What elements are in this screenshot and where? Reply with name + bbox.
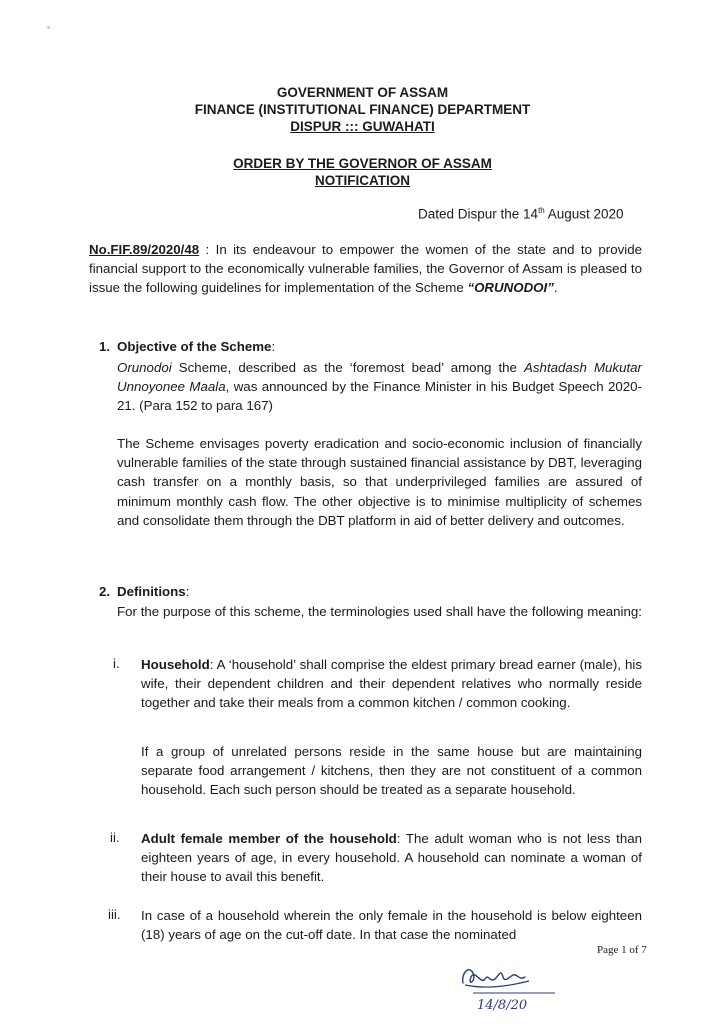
section-1-para-1 — [117, 358, 642, 416]
section-1-colon: : — [271, 339, 276, 354]
item-i-numeral: i. — [113, 656, 120, 671]
notification-title: NOTIFICATION — [315, 173, 410, 188]
signature-date: 14/8/20 — [477, 998, 528, 1013]
date-prefix: Dated Dispur the 14 — [418, 206, 539, 222]
location-heading: DISPUR ::: GUWAHATI — [290, 119, 435, 134]
household-definition: : A ‘household’ shall comprise the eldest primary bread earner (male), his wife, their dependent children and their dependent relatives who normally reside together and take their meals from a common kitchen / common cooking. — [141, 657, 642, 711]
department-heading: FINANCE (INSTITUTIONAL FINANCE) DEPARTMENT — [194, 102, 531, 117]
adult-female-definition: : The adult woman who is not less than eighteen years of age, in every household. A household can nominate a woman of their house to avail this benefit. — [141, 831, 643, 885]
intro-paragraph — [89, 240, 642, 298]
section-1-title: Objective of the Scheme — [117, 339, 272, 354]
date-rest: August 2020 — [544, 206, 624, 222]
date-suffix: th — [538, 206, 545, 215]
date-line — [418, 206, 624, 222]
item-ii-numeral: ii. — [110, 830, 120, 845]
adult-female-term: Adult female member of the household — [141, 831, 397, 846]
item-iii-text: In case of a household wherein the only female in the household is below eighteen (18) years of age on the cut-off date. In that case the nominated — [141, 908, 642, 943]
location-heading-wrap — [0, 118, 725, 135]
section-2-number: 2. — [99, 584, 111, 599]
item-iii-numeral: iii. — [108, 907, 121, 922]
item-ii-text — [141, 829, 642, 887]
section-1-heading — [117, 339, 275, 354]
order-title-wrap — [0, 155, 725, 172]
item-i-extra: If a group of unrelated persons reside in the same house but are maintaining separate food arrangement / kitchens, then they are not constituent of a common household. Each such person should be treated as a separate household. — [141, 744, 642, 798]
intro-end: . — [553, 280, 558, 296]
page-number: Page 1 of 7 — [597, 944, 647, 956]
notification-number: No.FIF.89/2020/48 — [89, 242, 200, 257]
maala-name: Ashtadash Mukutar Unnoyonee Maala — [117, 360, 642, 395]
section-2-intro: For the purpose of this scheme, the terminologies used shall have the following meaning: — [117, 604, 642, 619]
government-heading: GOVERNMENT OF ASSAM — [276, 85, 449, 100]
scheme-name-italic: Orunodoi — [117, 360, 172, 375]
section-2-title: Definitions — [117, 584, 186, 599]
section-1-number: 1. — [99, 339, 111, 354]
handwritten-signature — [455, 955, 575, 1015]
household-term: Household — [141, 657, 210, 672]
order-title: ORDER BY THE GOVERNOR OF ASSAM — [233, 156, 492, 171]
section-1-text-d: , was announced by the Finance Minister in his Budget Speech 2020-21. (Para 152 to para 167) — [117, 379, 642, 414]
section-2-heading — [117, 584, 189, 599]
notification-title-wrap — [0, 172, 725, 189]
scan-speck — [47, 26, 50, 29]
intro-text: : In its endeavour to empower the women of the state and to provide financial support to the economically vulnerable families, the Governor of Assam is pleased to issue the following guidelines for implementation of the Scheme — [89, 242, 642, 296]
item-i-text — [141, 655, 642, 713]
section-2-colon: : — [185, 584, 190, 599]
section-1-para-2: The Scheme envisages poverty eradication and socio-economic inclusion of financially vulnerable families of the state through sustained financial assistance by DBT, leveraging cash transfer on a monthly basis, so that underprivileged families are assured of minimum monthly cash flow. The other objective is to minimise multiplicity of schemes and consolidate them through the DBT platform in aid of better delivery and outcomes. — [117, 436, 642, 528]
scheme-name: “ORUNODOI” — [467, 280, 554, 296]
section-1-text-b: Scheme, described as the ‘foremost bead’ among the — [171, 360, 525, 375]
